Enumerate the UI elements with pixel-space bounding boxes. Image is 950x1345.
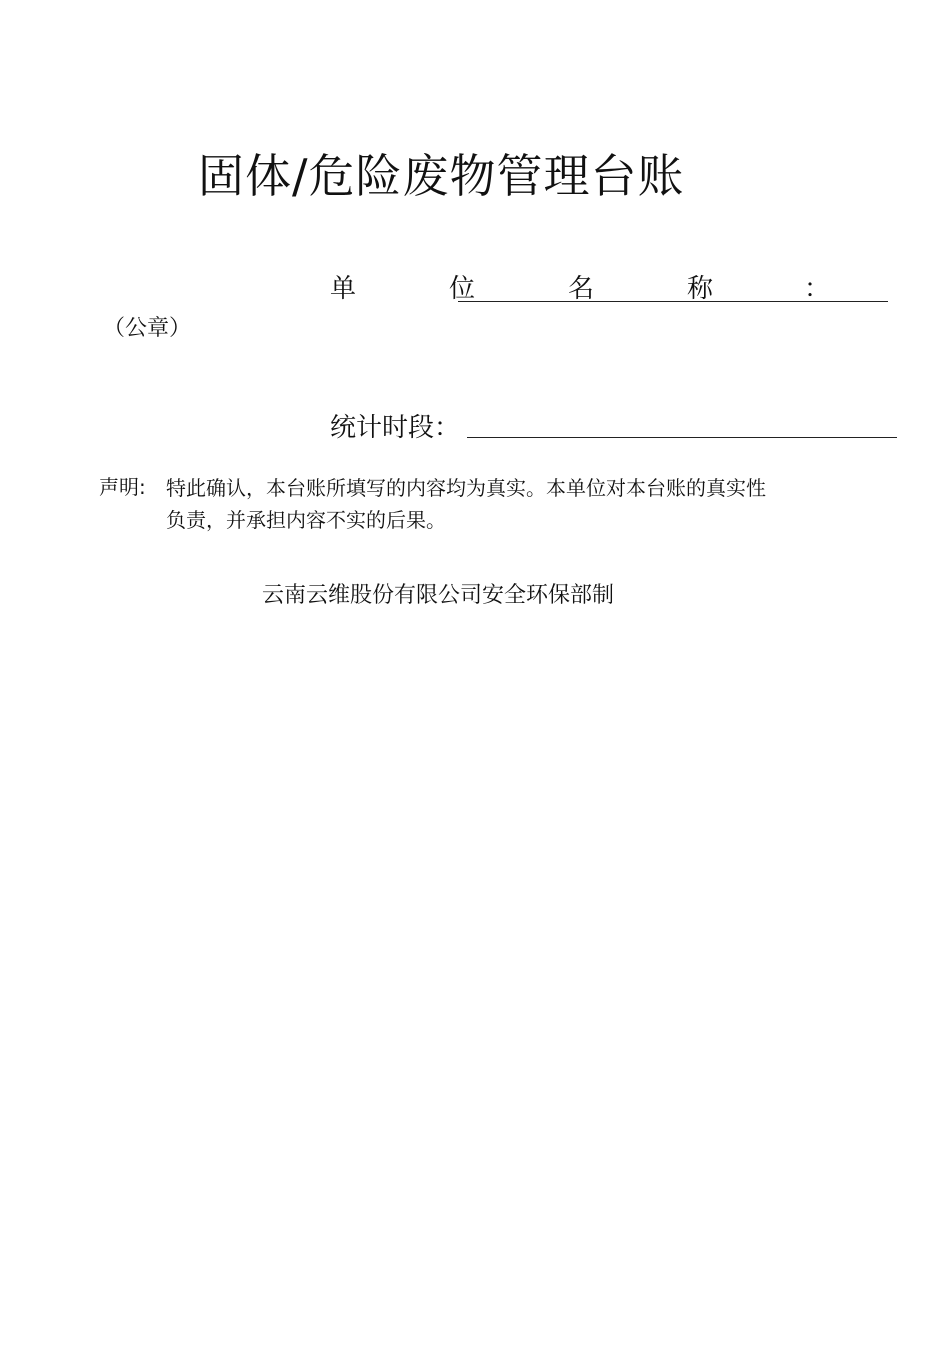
unit-name-row (330, 272, 890, 306)
statement-text (166, 472, 806, 536)
period-label: 统计时段： (330, 413, 461, 443)
seal-label: （公章） (103, 316, 192, 341)
unit-name-colon: ： (804, 274, 831, 304)
issuer-line: 云南云维股份有限公司安全环保部制 (262, 583, 615, 608)
unit-name-field[interactable] (458, 301, 888, 302)
statement-line-2: 负责，并承担内容不实的后果。 (166, 508, 446, 532)
period-field[interactable] (467, 437, 897, 438)
unit-name-char-4: 称 (687, 274, 714, 304)
statement-label: 声明: (99, 475, 146, 499)
unit-name-char-3: 名 (568, 274, 595, 304)
unit-name-char-1: 单 (330, 274, 357, 304)
statement-line-1: 特此确认，本台账所填写的内容均为真实。本单位对本台账的真实性 (166, 476, 766, 500)
unit-name-char-2: 位 (449, 274, 476, 304)
period-row (330, 410, 900, 446)
document-title: 固体/危险废物管理台账 (198, 149, 685, 203)
